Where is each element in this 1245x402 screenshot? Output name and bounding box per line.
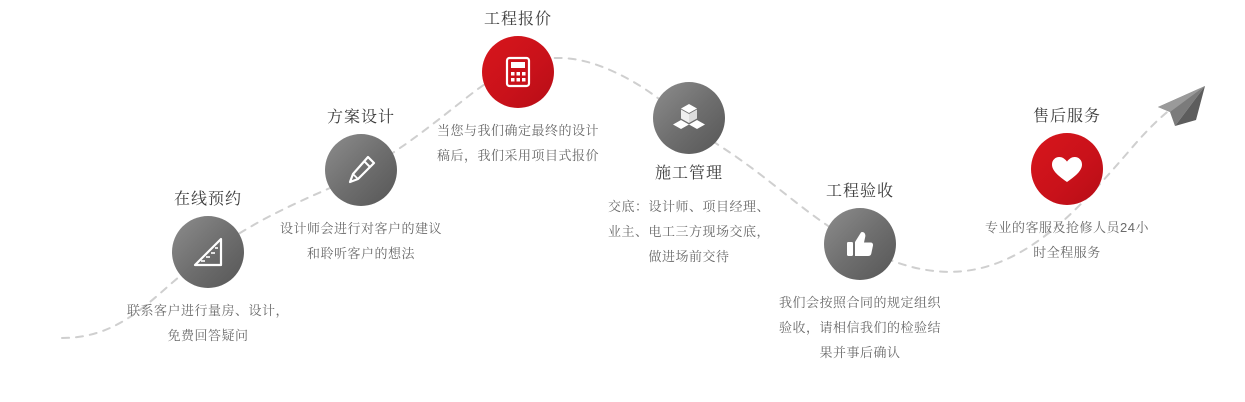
- calculator-icon: [499, 53, 537, 91]
- step-after-sales-service[interactable]: [982, 107, 1152, 265]
- step-description: 我们会按照合同的规定组织验收，请相信我们的检验结果并事后确认: [778, 295, 941, 360]
- step-description: 专业的客服及抢修人员24小时全程服务: [985, 220, 1149, 260]
- step-construction-management[interactable]: [604, 82, 774, 269]
- arrow-head-icon: [1158, 86, 1205, 126]
- boxes-icon: [670, 99, 708, 137]
- step-icon-badge[interactable]: [1031, 133, 1103, 205]
- step-description: 交底：设计师、项目经理、业主、电工三方现场交底，做进场前交待: [607, 199, 770, 264]
- step-title: 工程验收: [825, 183, 894, 200]
- ruler-icon: [189, 233, 227, 271]
- step-online-booking[interactable]: [123, 190, 293, 348]
- pen-icon: [342, 151, 380, 189]
- step-description: 联系客户进行量房、设计，免费回答疑问: [126, 303, 289, 343]
- step-description: 当您与我们确定最终的设计稿后，我们采用项目式报价: [436, 123, 599, 163]
- step-project-acceptance[interactable]: [775, 182, 945, 365]
- step-scheme-design[interactable]: [276, 108, 446, 266]
- step-icon-badge[interactable]: [325, 134, 397, 206]
- step-title: 售后服务: [1032, 108, 1101, 125]
- step-title: 施工管理: [654, 165, 723, 182]
- step-title: 在线预约: [173, 191, 242, 208]
- step-icon-badge[interactable]: [482, 36, 554, 108]
- step-title: 方案设计: [326, 109, 395, 126]
- step-description: 设计师会进行对客户的建议和聆听客户的想法: [279, 221, 442, 261]
- step-icon-badge[interactable]: [172, 216, 244, 288]
- heart-icon: [1048, 150, 1086, 188]
- step-title: 工程报价: [483, 11, 552, 28]
- thumbs-up-icon: [841, 225, 879, 263]
- step-icon-badge[interactable]: [653, 82, 725, 154]
- step-project-quotation[interactable]: [433, 10, 603, 168]
- step-icon-badge[interactable]: [824, 208, 896, 280]
